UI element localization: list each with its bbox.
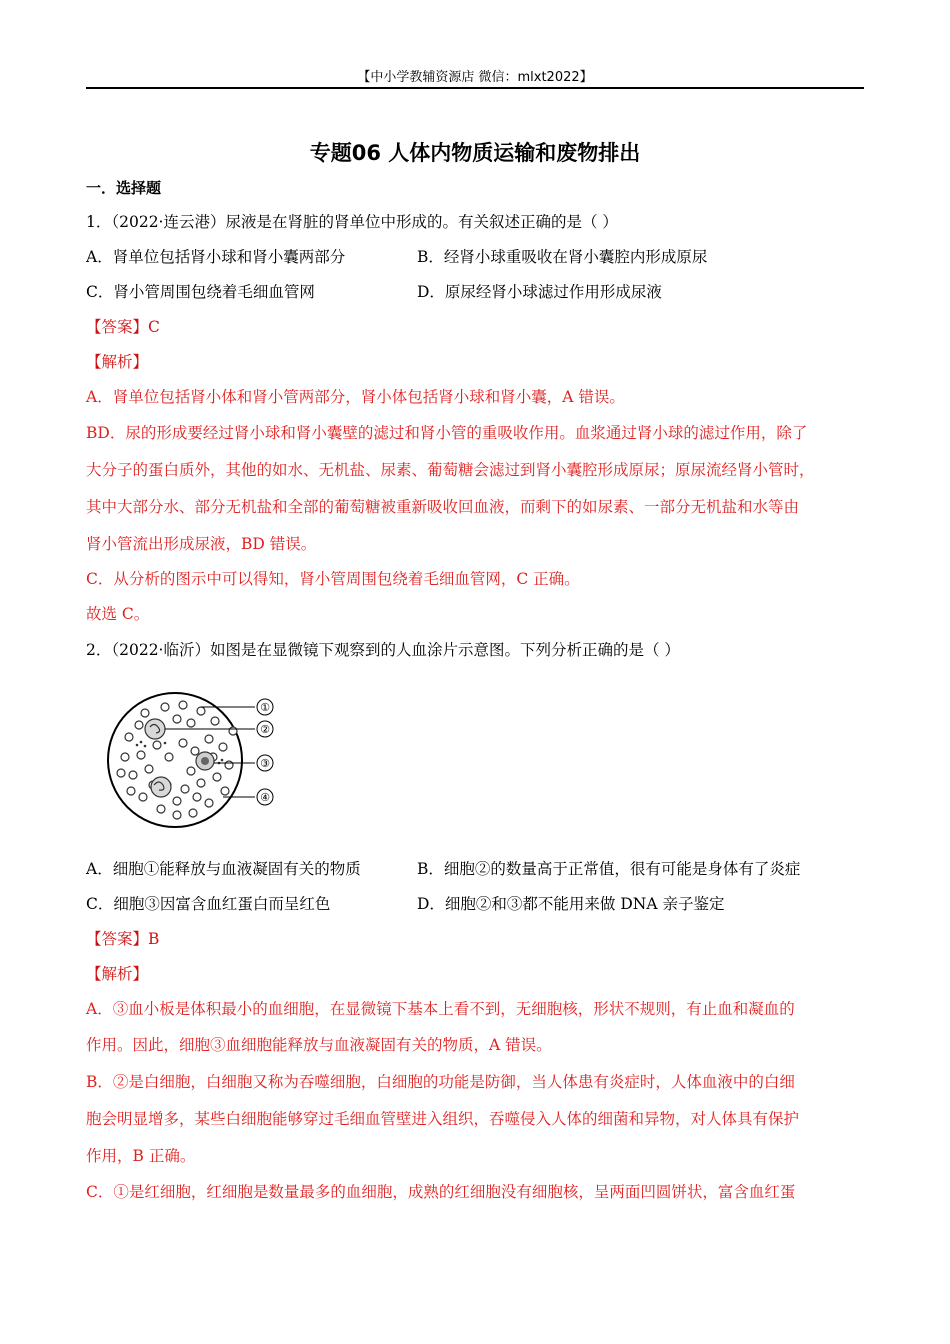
q2-stem: 2．（2022·临沂）如图是在显微镜下观察到的人血涂片示意图。下列分析正确的是（ ） bbox=[86, 641, 680, 659]
q1-analysis-line: BD．尿的形成要经过肾小球和肾小囊壁的滤过和肾小管的重吸收作用。血浆通过肾小球的滤过作用，除了 bbox=[86, 424, 808, 442]
q2-answer-value: B bbox=[148, 930, 160, 948]
q2-analysis-label: 【解析】 bbox=[86, 965, 149, 983]
section-heading: 一．选择题 bbox=[86, 179, 162, 197]
q1-option-d: D．原尿经肾小球滤过作用形成尿液 bbox=[417, 283, 662, 301]
q2-analysis-line: 作用，B 正确。 bbox=[86, 1147, 196, 1165]
q1-analysis-line: 大分子的蛋白质外，其他的如水、无机盐、尿素、葡萄糖会滤过到肾小囊腔形成原尿；原尿流经肾小管时， bbox=[86, 461, 815, 479]
q1-analysis-line: A．肾单位包括肾小体和肾小管两部分，肾小体包括肾小球和肾小囊，A 错误。 bbox=[86, 388, 625, 406]
q1-analysis-line: 其中大部分水、部分无机盐和全部的葡萄糖被重新吸收回血液，而剩下的如尿素、一部分无机盐和水等由 bbox=[86, 498, 800, 516]
q1-analysis-line: 故选 C。 bbox=[86, 605, 150, 623]
figure-label-2: ② bbox=[260, 723, 270, 736]
figure-label-4: ④ bbox=[260, 791, 270, 804]
q1-answer-value: C bbox=[148, 318, 160, 336]
q2-option-a: A．细胞①能释放与血液凝固有关的物质 bbox=[86, 860, 361, 878]
q1-option-b: B．经肾小球重吸收在肾小囊腔内形成原尿 bbox=[417, 248, 708, 266]
q1-answer-label: 【答案】 bbox=[86, 318, 149, 336]
page-header: 【中小学教辅资源店 微信：mlxt2022】 bbox=[357, 70, 593, 85]
q2-option-b: B．细胞②的数量高于正常值，很有可能是身体有了炎症 bbox=[417, 860, 801, 878]
blood-smear-figure bbox=[105, 685, 285, 833]
q1-option-a: A．肾单位包括肾小球和肾小囊两部分 bbox=[86, 248, 346, 266]
q1-analysis-line: C．从分析的图示中可以得知，肾小管周围包绕着毛细血管网，C 正确。 bbox=[86, 570, 580, 588]
page-title: 专题06 人体内物质运输和废物排出 bbox=[309, 141, 641, 165]
q1-option-c: C．肾小管周围包绕着毛细血管网 bbox=[86, 283, 315, 301]
q1-stem: 1．（2022·连云港）尿液是在肾脏的肾单位中形成的。有关叙述正确的是（ ） bbox=[86, 213, 618, 231]
q1-analysis-label: 【解析】 bbox=[86, 353, 149, 371]
q2-analysis-line: 胞会明显增多，某些白细胞能够穿过毛细血管壁进入组织，吞噬侵入人体的细菌和异物，对人体具有保护 bbox=[86, 1110, 800, 1128]
figure-label-1: ① bbox=[260, 701, 270, 714]
figure-label-3: ③ bbox=[260, 757, 270, 770]
q1-answer bbox=[86, 316, 160, 338]
header-rule bbox=[86, 87, 864, 89]
q2-analysis-line: B．②是白细胞，白细胞又称为吞噬细胞，白细胞的功能是防御，当人体患有炎症时，人体血液中的白细 bbox=[86, 1073, 795, 1091]
q2-answer bbox=[86, 928, 159, 950]
q2-analysis-line: C．①是红细胞，红细胞是数量最多的血细胞，成熟的红细胞没有细胞核，呈两面凹圆饼状，富含血红蛋 bbox=[86, 1183, 796, 1201]
q2-analysis-line: 作用。因此，细胞③血细胞能释放与血液凝固有关的物质，A 错误。 bbox=[86, 1036, 552, 1054]
q1-analysis-line: 肾小管流出形成尿液，BD 错误。 bbox=[86, 535, 317, 553]
q2-analysis-line: A．③血小板是体积最小的血细胞，在显微镜下基本上看不到，无细胞核，形状不规则，有止血和凝血的 bbox=[86, 1000, 795, 1018]
q2-option-d: D．细胞②和③都不能用来做 DNA 亲子鉴定 bbox=[417, 895, 725, 913]
q2-option-c: C．细胞③因富含血红蛋白而呈红色 bbox=[86, 895, 331, 913]
q2-answer-label: 【答案】 bbox=[86, 930, 149, 948]
